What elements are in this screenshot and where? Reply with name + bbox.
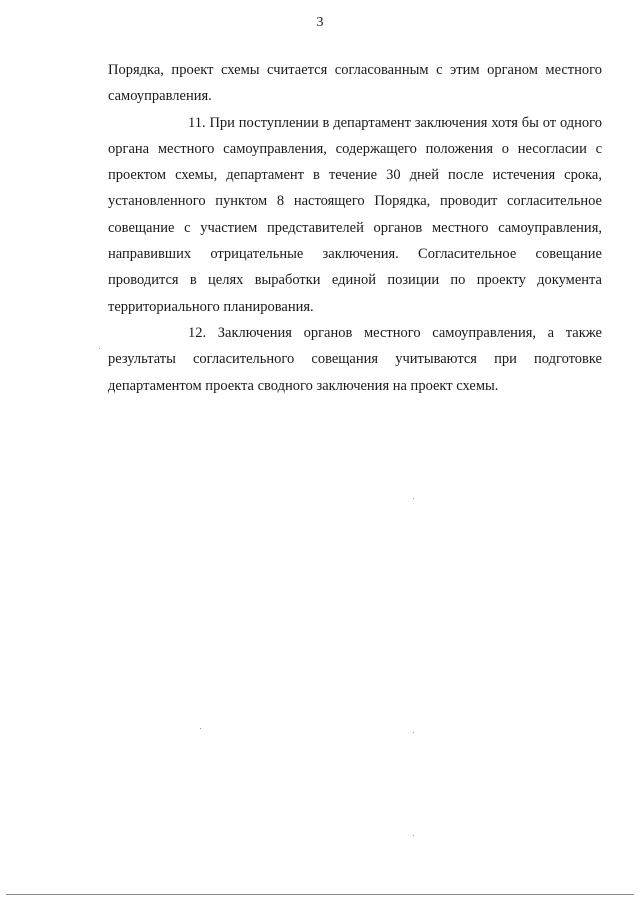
paragraph-11: [108, 110, 602, 320]
page-number: 3: [316, 15, 324, 30]
document-body: [108, 57, 602, 399]
scan-speck: [413, 732, 414, 733]
paragraph-number: 11.: [188, 114, 206, 131]
paragraph-12: [108, 320, 602, 399]
paragraph-text: Заключения органов местного самоуправления, а также результаты согласительного совещания учитываются при подготовке департаментом проекта сводного заключения на проект схемы.: [108, 324, 602, 394]
scan-edge-line: [6, 894, 634, 895]
paragraph-text: Порядка, проект схемы считается согласованным с этим органом местного самоуправления.: [108, 62, 602, 105]
paragraph-text: При поступлении в департамент заключения хотя бы от одного органа местного самоуправления, содержащего положения о несогласии с проектом схемы, департамент в течение 30 дней после истечения срока, установленного пунктом 8 настоящего Порядка, проводит согласительное совещание с участием представителей органов местного самоуправления, направивших отрицательные заключения. Согласительное совещание проводится в целях выработки единой позиции по проекту документа территориального планирования.: [108, 114, 603, 315]
scan-speck: [413, 835, 414, 836]
paragraph-continuation: [108, 57, 602, 110]
paragraph-number: 12.: [188, 324, 207, 341]
scan-speck: [99, 348, 100, 349]
scan-speck: [200, 728, 201, 729]
scan-speck: [413, 498, 414, 499]
